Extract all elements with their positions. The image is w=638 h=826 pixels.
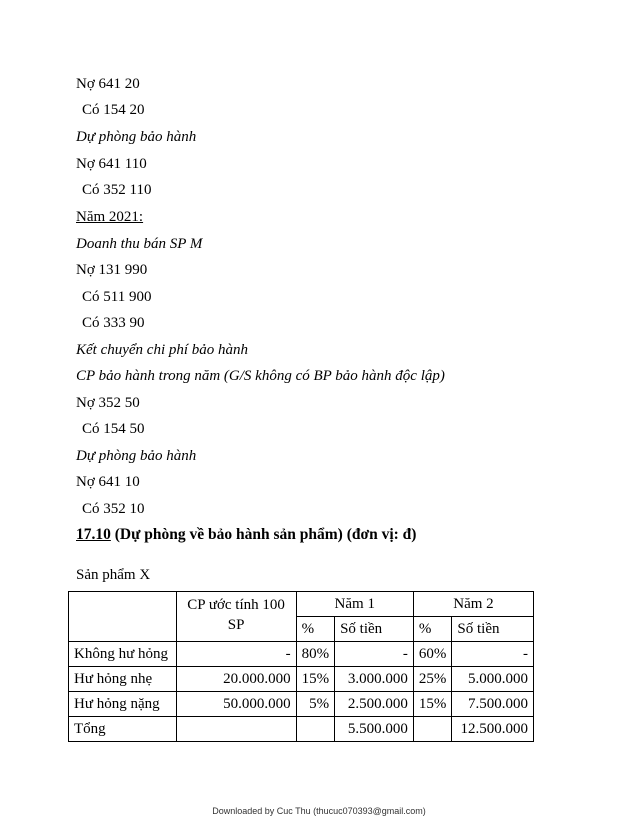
header-year1-amount: Số tiền [335, 617, 414, 642]
header-estimate: CP ước tính 100 SP [176, 592, 296, 642]
download-footer: Downloaded by Cuc Thu (thucuc070393@gmail.com) [212, 806, 426, 816]
header-empty-cell [69, 592, 177, 642]
exercise-number: 17.10 [76, 526, 111, 543]
cell-estimate: 50.000.000 [176, 692, 296, 717]
cell-year2-amount: 5.000.000 [452, 667, 534, 692]
cell-year2-pct: 25% [413, 667, 452, 692]
text-line: Nợ 131 990 [76, 262, 148, 278]
cell-estimate: 20.000.000 [176, 667, 296, 692]
product-label: Sản phẩm X [76, 567, 151, 583]
row-label: Tổng [69, 717, 177, 742]
table-header-row [69, 592, 534, 617]
cell-year1-amount: 2.500.000 [335, 692, 414, 717]
cell-year2-amount: 7.500.000 [452, 692, 534, 717]
header-year2-pct: % [413, 617, 452, 642]
header-year2-amount: Số tiền [452, 617, 534, 642]
text-line: Nợ 641 110 [76, 156, 147, 172]
text-line: Có 511 900 [82, 289, 152, 305]
cell-year1-amount: 3.000.000 [335, 667, 414, 692]
cell-year2-pct [413, 717, 452, 742]
header-year2: Năm 2 [413, 592, 533, 617]
cell-year1-amount: 5.500.000 [335, 717, 414, 742]
text-line: Có 352 10 [82, 501, 145, 517]
text-line: Có 154 50 [82, 421, 145, 437]
text-line: Có 333 90 [82, 315, 145, 331]
table-row [69, 667, 534, 692]
cell-year1-pct: 15% [296, 667, 335, 692]
year-label: Năm 2021: [76, 209, 144, 225]
row-label: Hư hỏng nhẹ [69, 667, 177, 692]
text-line: Nợ 641 20 [76, 76, 140, 92]
cell-estimate [176, 717, 296, 742]
exercise-title: (Dự phòng về bảo hành sản phẩm) (đơn vị: đ) [110, 526, 417, 543]
table-total-row [69, 717, 534, 742]
cell-year2-pct: 60% [413, 642, 452, 667]
text-line: Nợ 352 50 [76, 395, 140, 411]
cell-year1-pct [296, 717, 335, 742]
cell-year2-amount: - [452, 642, 534, 667]
cell-year2-pct: 15% [413, 692, 452, 717]
table-row [69, 692, 534, 717]
text-line: Có 154 20 [82, 102, 145, 118]
exercise-heading [76, 526, 416, 544]
cell-year2-amount: 12.500.000 [452, 717, 534, 742]
section-label: CP bảo hành trong năm (G/S không có BP bảo hành độc lập) [76, 368, 445, 384]
cell-year1-amount: - [335, 642, 414, 667]
cell-year1-pct: 80% [296, 642, 335, 667]
section-label: Dự phòng bảo hành [76, 129, 197, 145]
table-row [69, 642, 534, 667]
cell-estimate: - [176, 642, 296, 667]
cell-year1-pct: 5% [296, 692, 335, 717]
row-label: Hư hỏng nặng [69, 692, 177, 717]
section-label: Dự phòng bảo hành [76, 448, 197, 464]
section-label: Doanh thu bán SP M [76, 236, 203, 252]
row-label: Không hư hỏng [69, 642, 177, 667]
section-label: Kết chuyển chi phí bảo hành [76, 342, 249, 358]
header-year1-pct: % [296, 617, 335, 642]
header-year1: Năm 1 [296, 592, 413, 617]
warranty-cost-table [68, 591, 534, 742]
text-line: Nợ 641 10 [76, 474, 140, 490]
text-line: Có 352 110 [82, 182, 152, 198]
